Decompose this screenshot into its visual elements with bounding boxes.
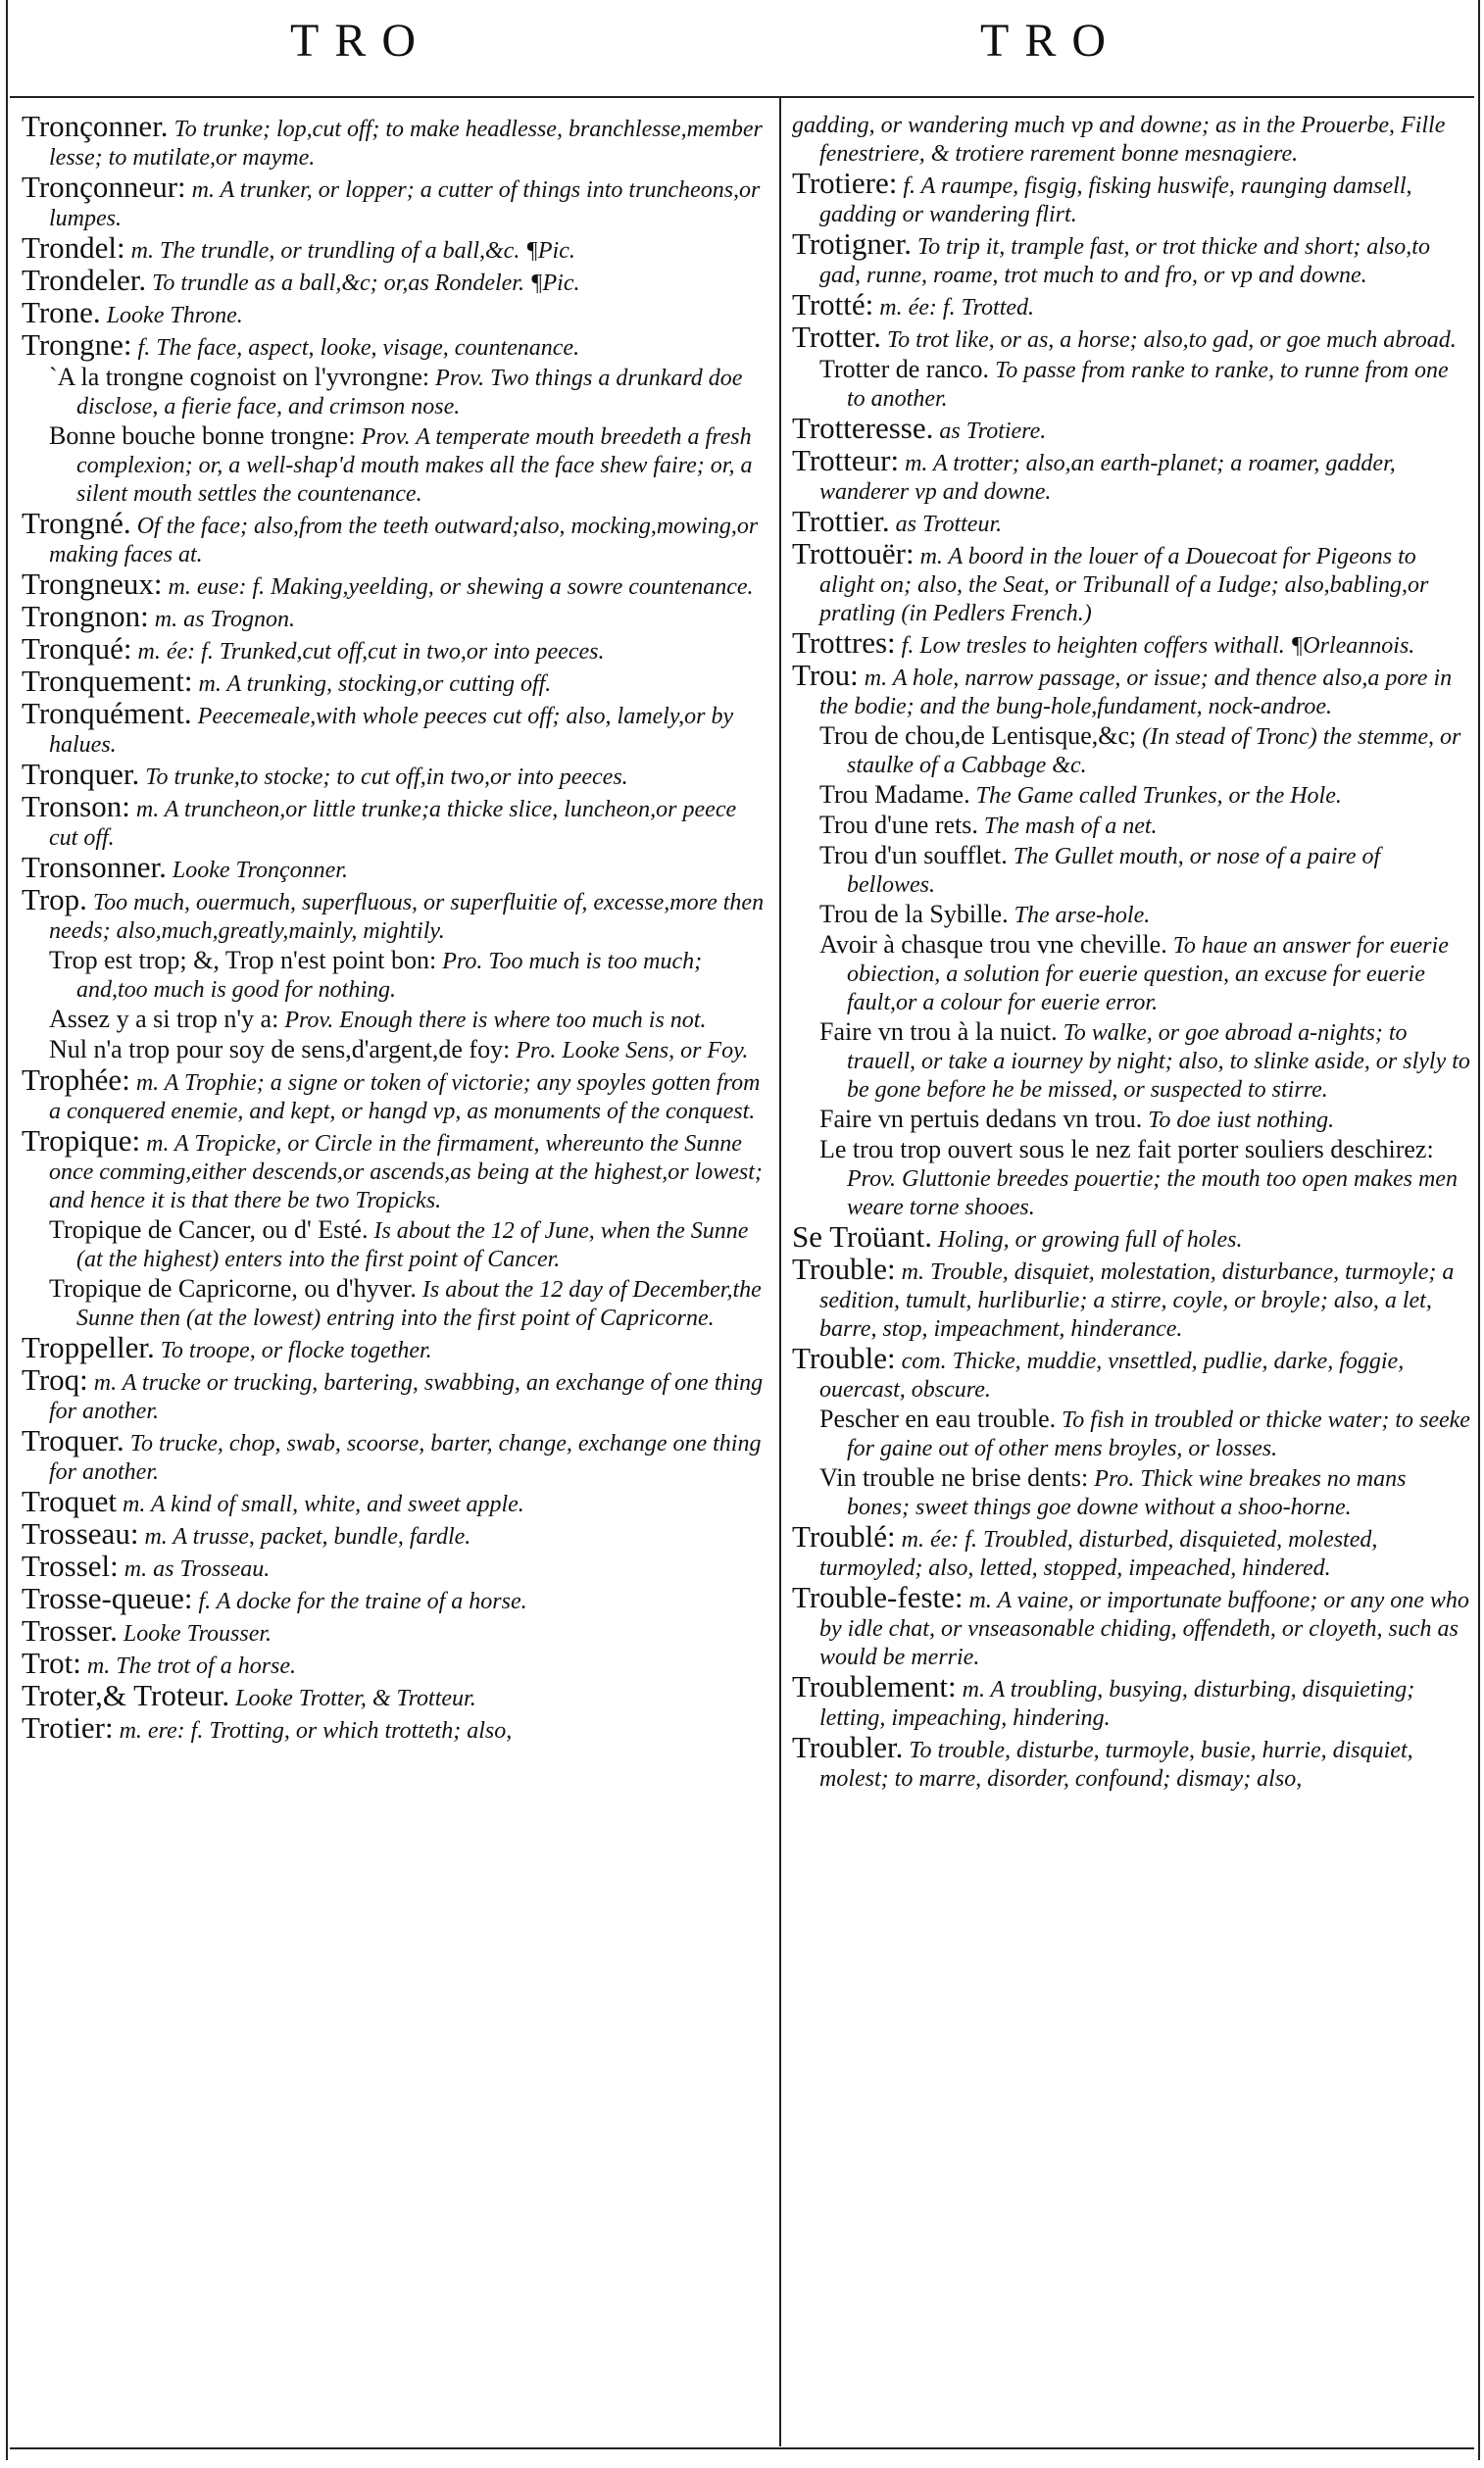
subentry (792, 780, 1470, 811)
dictionary-entry (792, 1519, 1470, 1583)
headword: Trotteur: (792, 443, 900, 477)
definition: m. ée: f. Troubled, disturbed, disquieted, molested, turmoyled; also, letted, stopped, impeached, hindered. (819, 1527, 1378, 1581)
headword: Se Troüant. (792, 1219, 932, 1254)
definition: To trunke,to stocke; to cut off,in two,or into peeces. (145, 765, 628, 790)
dictionary-entry (792, 1580, 1470, 1672)
definition: The mash of a net. (983, 814, 1158, 839)
headword: Tronquement: (22, 664, 193, 698)
definition: Looke Throne. (106, 303, 243, 328)
subentry (792, 841, 1470, 900)
dictionary-entry (22, 1646, 767, 1681)
headword: Troquer. (22, 1423, 124, 1457)
dictionary-entry (22, 327, 767, 363)
definition: To passe from ranke to ranke, to runne from one to another. (847, 358, 1449, 412)
dictionary-entry (792, 1252, 1470, 1344)
definition: m. The trot of a horse. (86, 1654, 297, 1679)
dictionary-entry (22, 1123, 767, 1215)
headword: Trou de chou,de Lentisque,&c; (819, 721, 1137, 750)
top-rule (10, 96, 1474, 98)
definition: To trucke, chop, swab, scoorse, barter, change, exchange one thing for another. (49, 1431, 762, 1485)
dictionary-entry (792, 625, 1470, 661)
headword: Trotigner. (792, 226, 913, 261)
dictionary-entry (22, 631, 767, 666)
left-column (22, 112, 767, 1746)
definition: To doe iust nothing. (1148, 1108, 1335, 1133)
definition: m. A trunker, or lopper; a cutter of things into truncheons,or lumpes. (49, 177, 761, 231)
headword: Trophée: (22, 1062, 130, 1097)
definition: Looke Trotter, & Trotteur. (235, 1686, 476, 1711)
definition: To haue an answer for euerie obiection, a solution for euerie question, an excuse for euerie fault,or a colour for euerie error. (847, 933, 1449, 1015)
definition: To walke, or goe abroad a-nights; to trauell, or take a iourney by night; also, to slinke aside, or slyly to be gone before he be missed, or suspected to stirre. (847, 1020, 1470, 1103)
dictionary-entry (22, 295, 767, 330)
headword: Trottres: (792, 625, 896, 660)
dictionary-entry (22, 569, 767, 602)
definition: To trunke; lop,cut off; to make headlesse, branchlesse,member lesse; to mutilate,or mayme. (49, 117, 763, 171)
definition: Pro. Too much is too much; and,too much is good for nothing. (76, 949, 703, 1003)
dictionary-entry (792, 287, 1470, 322)
dictionary-entry (792, 1730, 1470, 1794)
headword: Trotier: (22, 1710, 114, 1745)
definition: To trot like, or as, a horse; also,to gad, or goe much abroad. (887, 327, 1457, 353)
definition: To trouble, disturbe, turmoyle, busie, hurrie, disquiet, molest; to marre, disorder, confound; dismay; also, (819, 1738, 1413, 1792)
subentry (792, 721, 1470, 780)
headword: Le trou trop ouvert sous le nez fait porter souliers deschirez: (819, 1135, 1434, 1163)
dictionary-entry (792, 1341, 1470, 1405)
definition: (In stead of Tronc) the stemme, or staulke of a Cabbage &c. (847, 724, 1461, 778)
headword: Trouble-feste: (792, 1580, 964, 1614)
dictionary-entry (792, 536, 1470, 628)
definition: Peecemeale,with whole peeces cut off; also, lamely,or by halues. (49, 704, 734, 758)
headword: Vin trouble ne brise dents: (819, 1463, 1089, 1492)
headword: Trondeler. (22, 263, 147, 297)
subentry (22, 946, 767, 1005)
headword: Bonne bouche bonne trongne: (49, 421, 356, 450)
definition: m. A trotter; also,an earth-planet; a roamer, gadder, wanderer vp and downe. (819, 451, 1396, 505)
headword: Trosse-queue: (22, 1581, 193, 1615)
dictionary-entry (22, 112, 767, 173)
subentry (22, 421, 767, 509)
definition: m. ée: f. Trotted. (879, 295, 1035, 321)
headword: Troter,& Troteur. (22, 1678, 230, 1712)
definition: Too much, ouermuch, superfluous, or superfluitie of, excesse,more then needs; also,much,greatly,mainly, mightily. (49, 890, 765, 944)
dictionary-entry (22, 1581, 767, 1616)
dictionary-entry (22, 263, 767, 298)
dictionary-entry (792, 411, 1470, 446)
subentry (792, 1105, 1470, 1135)
running-head-left: TRO (290, 15, 431, 67)
definition: com. Thicke, muddie, vnsettled, pudlie, darke, foggie, ouercast, obscure. (819, 1349, 1405, 1403)
headword: Trone. (22, 295, 101, 329)
headword: Troq: (22, 1362, 88, 1397)
subentry (22, 363, 767, 421)
headword: Trottouër: (792, 536, 915, 570)
dictionary-entry (792, 1669, 1470, 1733)
headword: Troquet (22, 1484, 118, 1518)
definition: m. A Tropicke, or Circle in the firmament, whereunto the Sunne once comming,either descends,or ascends,as being at the highest,or lowest; and hence it is that there be two Tropicks. (49, 1131, 763, 1213)
dictionary-entry (792, 443, 1470, 507)
definition: m. euse: f. Making,yeelding, or shewing a sowre countenance. (168, 574, 754, 600)
headword: Trosseau: (22, 1516, 139, 1551)
definition: The Game called Trunkes, or the Hole. (975, 783, 1342, 809)
definition: To troope, or flocke together. (160, 1338, 432, 1363)
dictionary-entry (22, 1423, 767, 1487)
headword: Trottier. (792, 504, 890, 538)
definition: m. A trusse, packet, bundle, fardle. (144, 1524, 471, 1550)
dictionary-entry (22, 1484, 767, 1519)
entry-continuation (792, 112, 1470, 169)
right-column (792, 112, 1470, 1794)
headword: Troppeller. (22, 1330, 155, 1364)
dictionary-entry (22, 1062, 767, 1126)
definition: m. A hole, narrow passage, or issue; and thence also,a pore in the bodie; and the bung-hole,fundament, nock-androe. (819, 666, 1453, 719)
subentry (22, 1005, 767, 1035)
dictionary-entry (22, 1613, 767, 1649)
headword: Trou de la Sybille. (819, 900, 1009, 928)
dictionary-entry (22, 757, 767, 792)
headword: Trossel: (22, 1549, 119, 1583)
definition: m. Trouble, disquiet, molestation, disturbance, turmoyle; a sedition, tumult, hurliburlie; a stirre, coyle, or broyle; also, a let, barre, stop, impeachment, hinderance. (819, 1259, 1455, 1342)
definition: m. as Trosseau. (124, 1556, 271, 1582)
headword: Trouble: (792, 1341, 896, 1375)
subentry (792, 930, 1470, 1017)
subentry (792, 811, 1470, 841)
headword: Tronçonneur: (22, 170, 186, 204)
definition: The Gullet mouth, or nose of a paire of bellowes. (847, 844, 1381, 898)
headword: Tronquément. (22, 696, 192, 730)
dictionary-entry (22, 789, 767, 853)
dictionary-entry (22, 230, 767, 266)
definition: Pro. Thick wine breakes no mans bones; sweet things goe downe without a shoo-horne. (847, 1466, 1407, 1520)
headword: Trongneux: (22, 567, 163, 601)
subentry (792, 1135, 1470, 1222)
definition: f. The face, aspect, looke, visage, countenance. (137, 335, 580, 361)
definition: Holing, or growing full of holes. (937, 1227, 1243, 1253)
definition: as Trotteur. (895, 512, 1003, 537)
headword: `A la trongne cognoist on l'yvrongne: (49, 363, 430, 391)
headword: Trou d'une rets. (819, 811, 978, 839)
definition: m. A trunking, stocking,or cutting off. (198, 671, 552, 697)
headword: Tronsonner. (22, 850, 167, 884)
definition: m. ere: f. Trotting, or which trotteth; also, (119, 1718, 513, 1744)
subentry (792, 1017, 1470, 1105)
dictionary-entry (792, 226, 1470, 290)
dictionary-entry (22, 696, 767, 760)
headword: Avoir à chasque trou vne cheville. (819, 930, 1167, 959)
definition: Prov. Two things a drunkard doe disclose, a fierie face, and crimson nose. (76, 366, 743, 420)
definition: m. A Trophie; a signe or token of victorie; any spoyles gotten from a conquered enemie, and kept, or hangd vp, as monuments of the conquest. (49, 1070, 761, 1124)
headword: Trotter. (792, 320, 882, 354)
subentry (22, 1035, 767, 1065)
definition: f. A raumpe, fisgig, fisking huswife, raunging damsell, gadding or wandering flirt. (819, 173, 1412, 227)
subentry (792, 1463, 1470, 1522)
headword: Trop. (22, 882, 87, 916)
headword: Faire vn pertuis dedans vn trou. (819, 1105, 1143, 1133)
headword: Trotiere: (792, 166, 898, 200)
headword: Pescher en eau trouble. (819, 1405, 1057, 1433)
definition: m. A boord in the louer of a Douecoat for Pigeons to alight on; also, the Seat, or Tribunall of a Iudge; also,babling,or pratling (in Pedlers French.) (819, 544, 1429, 626)
headword: Trotté: (792, 287, 874, 321)
dictionary-entry (792, 1219, 1470, 1255)
headword: Trongne: (22, 327, 132, 362)
dictionary-entry (22, 1362, 767, 1426)
headword: Tropique de Capricorne, ou d'hyver. (49, 1274, 417, 1303)
headword: Trop est trop; &, Trop n'est point bon: (49, 946, 437, 974)
headword: Troubler. (792, 1730, 904, 1764)
dictionary-entry (22, 882, 767, 946)
definition: m. ée: f. Trunked,cut off,cut in two,or into peeces. (137, 639, 605, 665)
headword: Faire vn trou à la nuict. (819, 1017, 1058, 1046)
subentry (792, 1405, 1470, 1463)
definition: m. The trundle, or trundling of a ball,&c. ¶Pic. (130, 238, 575, 264)
definition: gadding, or wandering much vp and downe; as in the Prouerbe, Fille fenestriere, & trotiere rarement bonne mesnagiere. (792, 113, 1446, 167)
definition: Prov. Enough there is where too much is not. (284, 1008, 707, 1033)
definition: To trip it, trample fast, or trot thicke and short; also,to gad, runne, roame, trot much to and fro, or vp and downe. (819, 234, 1430, 288)
definition: m. A trucke or trucking, bartering, swabbing, an exchange of one thing for another. (49, 1370, 764, 1424)
definition: Is about the 12 day of December,the Sunne then (at the lowest) entring into the first point of Capricorne. (76, 1277, 762, 1331)
dictionary-entry (22, 1678, 767, 1713)
subentry (22, 1274, 767, 1333)
headword: Trou: (792, 658, 859, 692)
headword: Nul n'a trop pour soy de sens,d'argent,de foy: (49, 1035, 511, 1063)
running-head-right: TRO (980, 15, 1121, 67)
dictionary-entry (792, 658, 1470, 721)
definition: The arse-hole. (1014, 903, 1151, 928)
dictionary-entry (22, 599, 767, 634)
headword: Assez y a si trop n'y a: (49, 1005, 279, 1033)
definition: Prov. Gluttonie breedes pouertie; the mouth too open makes men weare torne shooes. (847, 1166, 1458, 1220)
dictionary-entry (792, 166, 1470, 229)
definition: To fish in troubled or thicke water; to seeke for gaine out of other mens broyles, or losses. (847, 1407, 1470, 1461)
definition: m. A troubling, busying, disturbing, disquieting; letting, impeaching, hindering. (819, 1677, 1415, 1731)
subentry (792, 900, 1470, 930)
definition: m. A kind of small, white, and sweet apple. (123, 1492, 524, 1517)
bottom-rule (10, 2447, 1474, 2449)
dictionary-entry (792, 504, 1470, 539)
definition: Of the face; also,from the teeth outward;also, mocking,mowing,or making faces at. (49, 514, 759, 568)
headword: Trouble: (792, 1252, 896, 1286)
headword: Tronçonner. (22, 112, 169, 143)
definition: Is about the 12 of June, when the Sunne (at the highest) enters into the first point of Cancer. (76, 1218, 749, 1272)
definition: Pro. Looke Sens, or Foy. (516, 1038, 749, 1063)
subentry (22, 1215, 767, 1274)
definition: Looke Trousser. (123, 1621, 272, 1647)
headword: Trou Madame. (819, 780, 970, 809)
definition: m. A vaine, or importunate buffoone; or any one who by idle chat, or vnseasonable chiding, offendeth, or cloyeth, such as would be merrie. (819, 1588, 1469, 1670)
dictionary-entry (22, 850, 767, 885)
headword: Trotteresse. (792, 411, 934, 445)
definition: Prov. A temperate mouth breedeth a fresh complexion; or, a well-shap'd mouth makes all the face shew faire; or, a silent mouth settles the countenance. (76, 424, 753, 507)
headword: Tronson: (22, 789, 130, 823)
definition: To trundle as a ball,&c; or,as Rondeler. ¶Pic. (152, 271, 580, 296)
headword: Trotter de ranco. (819, 355, 990, 383)
headword: Troublement: (792, 1669, 957, 1703)
headword: Trot: (22, 1646, 81, 1680)
headword: Tronquer. (22, 757, 140, 791)
headword: Tronqué: (22, 631, 132, 666)
dictionary-entry (22, 1549, 767, 1584)
headword: Troublé: (792, 1519, 896, 1554)
subentry (792, 355, 1470, 414)
dictionary-entry (22, 170, 767, 233)
headword: Trongné. (22, 506, 131, 540)
definition: as Trotiere. (939, 419, 1047, 444)
headword: Tropique de Cancer, ou d' Esté. (49, 1215, 369, 1244)
headword: Trou d'un soufflet. (819, 841, 1008, 869)
definition: f. A docke for the traine of a horse. (198, 1589, 527, 1614)
headword: Tropique: (22, 1123, 141, 1158)
definition: Looke Tronçonner. (172, 858, 348, 883)
definition: m. as Trognon. (154, 607, 295, 632)
column-divider (779, 98, 781, 2446)
definition: m. A truncheon,or little trunke;a thicke slice, luncheon,or peece cut off. (49, 797, 737, 851)
dictionary-entry (22, 1330, 767, 1365)
dictionary-entry (22, 666, 767, 699)
dictionary-entry (22, 1710, 767, 1746)
dictionary-entry (22, 506, 767, 569)
headword: Trosser. (22, 1613, 118, 1648)
headword: Trondel: (22, 230, 125, 265)
dictionary-entry (22, 1516, 767, 1552)
headword: Trongnon: (22, 599, 149, 633)
dictionary-entry (792, 322, 1470, 355)
definition: f. Low tresles to heighten coffers withall. ¶Orleannois. (901, 633, 1415, 659)
